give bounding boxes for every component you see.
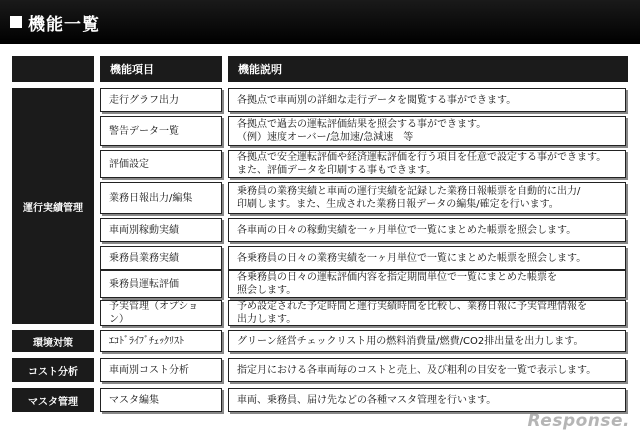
row-item: 評価設定: [100, 150, 222, 178]
row-desc: 各乗務員の日々の業務実績を一ヶ月単位で一覧にまとめた帳票を照会します。: [228, 246, 626, 270]
row-item: マスタ編集: [100, 388, 222, 412]
row-item: 警告データ一覧: [100, 116, 222, 146]
header-desc: 機能説明: [228, 56, 628, 82]
row-desc: 各拠点で過去の運転評価結果を照会する事ができます。 （例）速度オーバー/急加速/急減速 等: [228, 116, 626, 146]
category-environment: 環境対策: [12, 330, 94, 352]
row-item: 乗務員業務実績: [100, 246, 222, 270]
title-square-icon: [10, 16, 22, 28]
page-title: 機能一覧: [28, 14, 100, 35]
row-item: 走行グラフ出力: [100, 88, 222, 112]
row-item: 乗務員運転評価: [100, 270, 222, 298]
category-master: マスタ管理: [12, 388, 94, 412]
category-cost: コスト分析: [12, 358, 94, 382]
row-desc: 乗務員の業務実績と車両の運行実績を記録した業務日報帳票を自動的に出力/ 印刷します。また、生成された業務日報データの編集/確定を行います。: [228, 182, 626, 214]
category-operation: 運行実績管理: [12, 88, 94, 324]
row-item: 予実管理（オプション）: [100, 300, 222, 326]
row-desc: 指定月における各車両毎のコストと売上、及び粗利の目安を一覧で表示します。: [228, 358, 626, 382]
row-desc: 予め設定された予定時間と運行実績時間を比較し、業務日報に予実管理情報を 出力します。: [228, 300, 626, 326]
row-item: 業務日報出力/編集: [100, 182, 222, 214]
row-desc: 各車両の日々の稼動実績を一ヶ月単位で一覧にまとめた帳票を照会します。: [228, 218, 626, 242]
row-desc: グリーン経営チェックリスト用の燃料消費量/燃費/CO2排出量を出力します。: [228, 330, 626, 352]
watermark-logo: Response.: [527, 411, 630, 431]
row-desc: 各拠点で車両別の詳細な走行データを閲覧する事ができます。: [228, 88, 626, 112]
row-item: ｴｺﾄﾞﾗｲﾌﾞﾁｪｯｸﾘｽﾄ: [100, 330, 222, 352]
header-item: 機能項目: [100, 56, 222, 82]
row-desc: 車両、乗務員、届け先などの各種マスタ管理を行います。: [228, 388, 626, 412]
row-desc: 各拠点で安全運転評価や経済運転評価を行う項目を任意で設定する事ができます。 また、評価データを印刷する事もできます。: [228, 150, 626, 178]
header-blank: [12, 56, 94, 82]
row-item: 車両別稼動実績: [100, 218, 222, 242]
row-item: 車両別コスト分析: [100, 358, 222, 382]
row-desc: 各乗務員の日々の運転評価内容を指定期間単位で一覧にまとめた帳票を 照会します。: [228, 270, 626, 298]
title-bar: [0, 0, 640, 44]
